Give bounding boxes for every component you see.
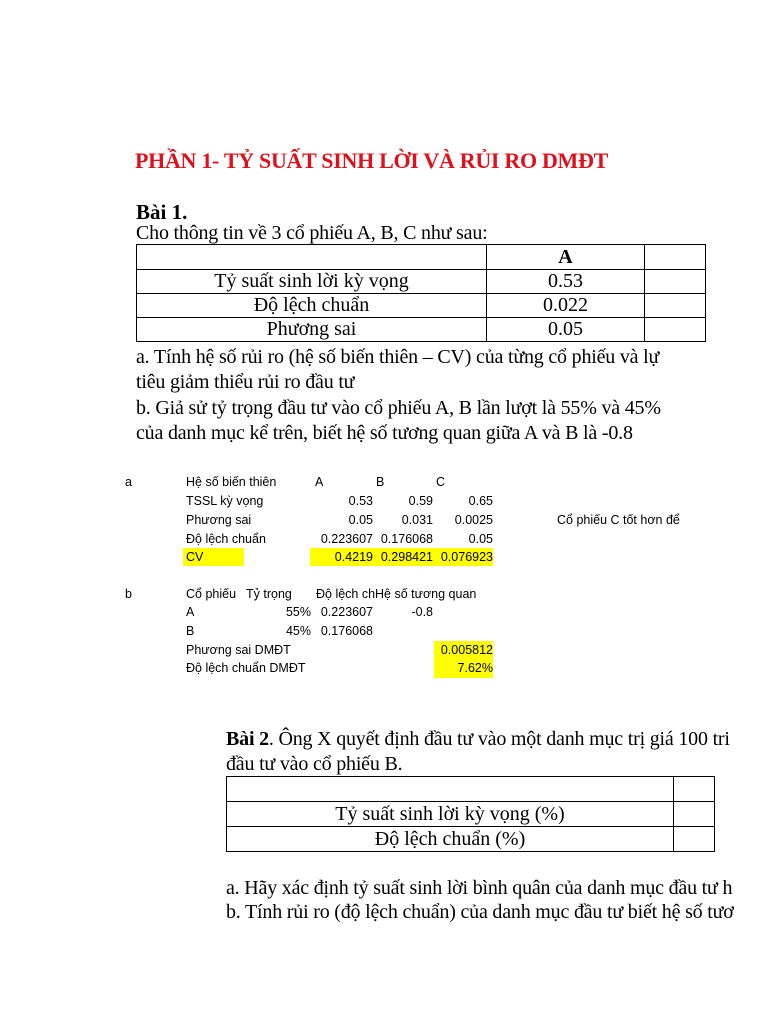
- table-cell: 0.022: [487, 294, 645, 318]
- sheet-a-value: 0.176068: [380, 532, 433, 546]
- table-cell: [674, 802, 715, 827]
- question-a-line-2: tiêu giảm thiểu rủi ro đầu tư: [136, 371, 355, 393]
- table-row: [227, 802, 715, 827]
- sheet-b-header: Tỷ trọng: [246, 587, 292, 601]
- table-cell: [645, 270, 706, 294]
- sheet-b-weight: 45%: [285, 624, 311, 638]
- stock-info-table: [136, 244, 706, 342]
- sheet-a-header-b: B: [376, 475, 385, 489]
- portfolio-sd-label: Độ lệch chuẩn DMĐT: [186, 661, 306, 675]
- sheet-b-corr: -0.8: [411, 605, 433, 619]
- sheet-a-value: 0.031: [401, 513, 433, 527]
- table-row: [227, 827, 715, 852]
- sheet-a-note: Cổ phiếu C tốt hơn để: [557, 513, 680, 527]
- table-cell: Tỷ suất sinh lời kỳ vọng: [137, 270, 487, 294]
- exercise-2-line-1: [226, 728, 730, 751]
- table-cell: Tỷ suất sinh lời kỳ vọng (%): [227, 802, 674, 827]
- table-cell: [645, 294, 706, 318]
- table-row: [137, 294, 706, 318]
- section-label-a: a: [125, 475, 132, 489]
- sheet-a-header-label: Hệ số biến thiên: [186, 475, 277, 489]
- sheet-a-value: 0.0025: [454, 513, 493, 527]
- table-row: [137, 270, 706, 294]
- portfolio-variance-value: 0.005812: [440, 643, 493, 657]
- sheet-b-weight: 55%: [285, 605, 311, 619]
- sheet-b-sd: 0.176068: [320, 624, 373, 638]
- table-cell: [645, 318, 706, 342]
- sheet-a-header-a: A: [315, 475, 324, 489]
- table-header-a: A: [487, 245, 645, 270]
- table-cell: [674, 827, 715, 852]
- table-cell: [674, 777, 715, 802]
- exercise-2-question-b: b. Tính rủi ro (độ lệch chuẩn) của danh mục đầu tư biết hệ số tươ: [226, 901, 734, 923]
- portfolio-sd-value: 7.62%: [457, 661, 493, 675]
- sheet-a-value: 0.59: [408, 494, 433, 508]
- exercise-1-intro: Cho thông tin về 3 cổ phiếu A, B, C như sau:: [136, 222, 488, 244]
- portfolio-variance-label: Phương sai DMĐT: [186, 643, 291, 657]
- table-cell: 0.05: [487, 318, 645, 342]
- section-label-b: b: [125, 587, 132, 601]
- table-cell: Độ lệch chuẩn (%): [227, 827, 674, 852]
- sheet-a-value: 0.53: [348, 494, 373, 508]
- table-cell: 0.53: [487, 270, 645, 294]
- table-cell: Phương sai: [137, 318, 487, 342]
- table-row: [137, 318, 706, 342]
- sheet-a-row-label: TSSL kỳ vọng: [186, 494, 264, 508]
- exercise-2-table: [226, 776, 715, 852]
- table-row: [227, 777, 715, 802]
- table-cell: [645, 245, 706, 270]
- sheet-a-value: 0.05: [468, 532, 493, 546]
- sheet-a-header-c: C: [436, 475, 446, 489]
- exercise-2-text: . Ông X quyết định đầu tư vào một danh mục trị giá 100 tri: [268, 728, 730, 750]
- table-header-row: [137, 245, 706, 270]
- sheet-a-value: 0.223607: [320, 532, 373, 546]
- sheet-a-row-label: Phương sai: [186, 513, 252, 527]
- question-b-line-2: của danh mục kể trên, biết hệ số tương quan giữa A và B là -0.8: [136, 422, 633, 444]
- sheet-b-row-label: A: [186, 605, 195, 619]
- exercise-2-question-a: a. Hãy xác định tỷ suất sinh lời bình quân của danh mục đầu tư h: [226, 877, 733, 899]
- sheet-a-cv-value: 0.4219: [334, 550, 373, 564]
- question-a-line-1: a. Tính hệ số rủi ro (hệ số biến thiên – CV) của từng cổ phiếu và lự: [136, 346, 660, 368]
- question-b-line-1: b. Giả sử tỷ trọng đầu tư vào cổ phiếu A, B lần lượt là 55% và 45%: [136, 397, 661, 419]
- exercise-1-title: Bài 1.: [136, 200, 188, 224]
- sheet-a-cv-value: 0.076923: [440, 550, 493, 564]
- exercise-2-line-2: đầu tư vào cổ phiếu B.: [226, 753, 403, 775]
- exercise-2-title: Bài 2: [226, 728, 269, 750]
- sheet-b-header: Độ lệch ch: [316, 587, 376, 601]
- sheet-a-value: 0.65: [468, 494, 493, 508]
- sheet-b-sd: 0.223607: [320, 605, 373, 619]
- sheet-a-row-label: Độ lệch chuẩn: [186, 532, 266, 546]
- sheet-a-value: 0.05: [348, 513, 373, 527]
- sheet-b-header: Hệ số tương quan: [375, 587, 477, 601]
- sheet-b-header: Cổ phiếu: [186, 587, 237, 601]
- table-cell: [137, 245, 487, 270]
- sheet-a-row-label-cv: CV: [186, 550, 204, 564]
- section-heading: PHẦN 1- TỶ SUẤT SINH LỜI VÀ RỦI RO DMĐT: [135, 148, 608, 173]
- table-cell: [227, 777, 674, 802]
- sheet-a-cv-value: 0.298421: [380, 550, 433, 564]
- sheet-b-row-label: B: [186, 624, 195, 638]
- table-cell: Độ lệch chuẩn: [137, 294, 487, 318]
